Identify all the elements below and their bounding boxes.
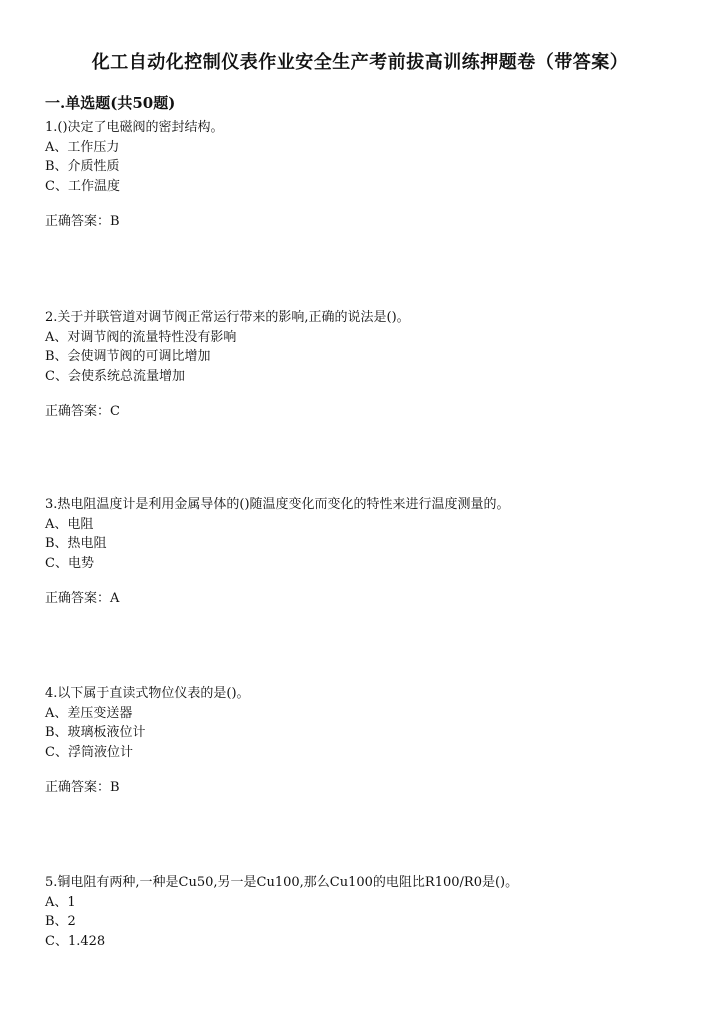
question-4 (45, 684, 685, 798)
option-a: A、对调节阀的流量特性没有影响 (45, 329, 237, 345)
question-5 (45, 873, 685, 951)
option-c: C、工作温度 (45, 178, 120, 194)
correct-answer: 正确答案：B (45, 214, 120, 229)
option-b: B、玻璃板液位计 (45, 725, 146, 740)
option-c: C、1.428 (45, 933, 106, 949)
question-3 (45, 495, 685, 609)
question-1 (45, 118, 685, 232)
question-stem: 2.关于并联管道对调节阀正常运行带来的影响,正确的说法是()。 (45, 310, 410, 325)
question-stem: 5.铜电阻有两种,一种是Cu50,另一是Cu100,那么Cu100的电阻比R100/R0是()。 (45, 875, 519, 890)
option-b: B、会使调节阀的可调比增加 (45, 349, 211, 364)
option-a: A、1 (45, 894, 76, 910)
question-stem: 4.以下属于直读式物位仪表的是()。 (45, 686, 250, 701)
correct-answer: 正确答案：C (45, 404, 120, 419)
option-b: B、2 (45, 914, 76, 929)
option-c: C、会使系统总流量增加 (45, 368, 185, 384)
section-heading: 一.单选题(共50题) (45, 94, 176, 112)
option-c: C、电势 (45, 555, 94, 571)
question-stem: 1.()决定了电磁阀的密封结构。 (45, 120, 224, 135)
document-title: 化工自动化控制仪表作业安全生产考前拔高训练押题卷（带答案） (91, 52, 629, 73)
question-stem: 3.热电阻温度计是利用金属导体的()随温度变化而变化的特性来进行温度测量的。 (45, 497, 510, 512)
option-c: C、浮筒液位计 (45, 744, 133, 760)
correct-answer: 正确答案：B (45, 780, 120, 795)
option-a: A、工作压力 (45, 139, 120, 155)
option-b: B、热电阻 (45, 536, 107, 551)
option-a: A、电阻 (45, 516, 94, 532)
option-b: B、介质性质 (45, 159, 120, 174)
option-a: A、差压变送器 (45, 705, 133, 721)
correct-answer: 正确答案：A (45, 591, 120, 606)
question-2 (45, 308, 685, 422)
